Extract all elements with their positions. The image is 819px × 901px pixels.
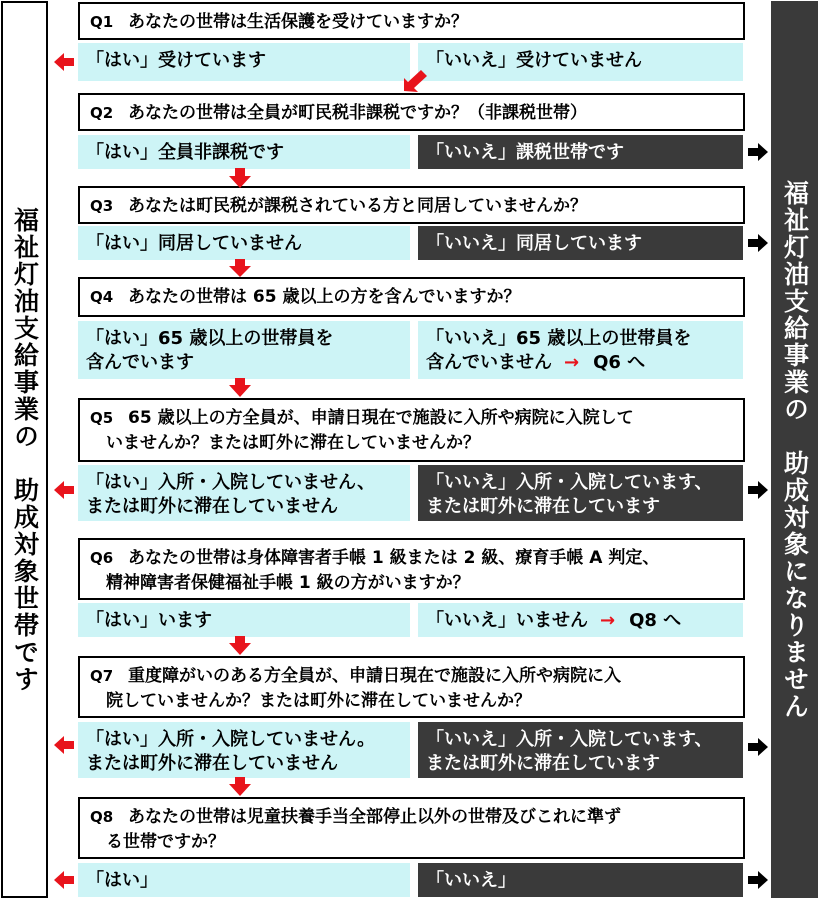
answer-text: 「いいえ」入所・入院しています、	[426, 729, 713, 750]
question-text: あなたの世帯は児童扶養手当全部停止以外の世帯及びこれに準ず	[128, 807, 621, 827]
question-number: Q2	[90, 104, 114, 122]
down-arrow-icon	[229, 259, 251, 277]
left-arrow-icon	[54, 53, 74, 71]
question-number: Q5	[90, 409, 114, 427]
answer-text: 「いいえ」65 歳以上の世帯員を	[426, 328, 692, 349]
question-text: あなたの世帯は全員が町民税非課税ですか？（非課税世帯）	[128, 103, 587, 123]
answer-text: 「いいえ」同居しています	[426, 233, 642, 254]
question-number: Q7	[90, 667, 114, 685]
right-arrow-icon	[748, 871, 768, 889]
left-arrow-icon	[54, 481, 74, 499]
question-text-line2: 精神障害者保健福祉手帳 1 級の方がいますか？	[106, 573, 470, 593]
answer-text: 「はい」全員非課税です	[86, 142, 284, 163]
goto-arrow: →	[600, 610, 616, 631]
answer-text: 「いいえ」課税世帯です	[426, 142, 624, 163]
down-arrow-icon	[229, 168, 251, 188]
question-number: Q6	[90, 549, 114, 567]
left-arrow-icon	[54, 736, 74, 754]
eligible-result-label: 福祉灯油支給事業の 助成対象世帯です	[10, 206, 40, 693]
answer-text-line2: または町外に滞在しています	[426, 496, 660, 517]
question-text-line2: いませんか？または町外に滞在していませんか？	[106, 433, 480, 453]
answer-text-line2: または町外に滞在していません	[86, 496, 338, 517]
left-arrow-icon	[54, 871, 74, 889]
answer-text: 「いいえ」いません	[426, 610, 588, 631]
down-arrow-icon	[229, 636, 251, 655]
goto-label: Q8 へ	[629, 610, 682, 631]
down-arrow-icon	[229, 378, 251, 397]
answer-text: 「いいえ」入所・入院しています、	[426, 472, 713, 493]
right-arrow-icon	[748, 234, 768, 252]
question-text: あなたの世帯は身体障害者手帳 1 級または 2 級、療育手帳 A 判定、	[128, 548, 660, 568]
right-arrow-icon	[748, 738, 768, 756]
question-text: 重度障がいのある方全員が、申請日現在で施設に入所や病院に入	[128, 666, 621, 686]
question-text: あなたの世帯は 65 歳以上の方を含んでいますか？	[128, 287, 521, 307]
answer-text: 「はい」います	[86, 610, 212, 631]
answer-text: 「はい」同居していません	[86, 233, 302, 254]
right-arrow-icon	[748, 481, 768, 499]
question-text: 65 歳以上の方全員が、申請日現在で施設に入所や病院に入院して	[128, 408, 634, 428]
answer-text-line2: または町外に滞在しています	[426, 753, 660, 774]
goto-label: Q6 へ	[593, 352, 646, 373]
right-arrow-icon	[748, 143, 768, 161]
answer-text: 「はい」	[86, 870, 158, 891]
question-text: あなたは町民税が課税されている方と同居していませんか？	[128, 196, 587, 216]
answer-text: 「はい」入所・入院していません、	[86, 472, 376, 493]
answer-text: 「はい」入所・入院していません。	[86, 729, 376, 750]
question-number: Q3	[90, 197, 114, 215]
question-number: Q4	[90, 288, 114, 306]
goto-arrow: →	[564, 352, 580, 373]
question-text-line2: る世帯ですか？	[106, 832, 225, 852]
down-arrow-icon	[229, 777, 251, 796]
diagonal-arrow-icon	[404, 70, 427, 92]
answer-text-line2: 含んでいません	[426, 352, 552, 373]
not-eligible-result-label: 福祉灯油支給事業の 助成対象になりません	[780, 179, 810, 720]
question-number: Q1	[90, 13, 114, 31]
answer-text: 「はい」65 歳以上の世帯員を	[86, 328, 334, 349]
question-number: Q8	[90, 808, 114, 826]
answer-text-line2: または町外に滞在していません	[86, 753, 338, 774]
answer-text-line2: 含んでいます	[86, 352, 194, 373]
question-text: あなたの世帯は生活保護を受けていますか？	[128, 12, 468, 32]
answer-text: 「いいえ」	[426, 870, 516, 891]
answer-text: 「はい」受けています	[86, 50, 266, 71]
answer-text: 「いいえ」受けていません	[426, 50, 642, 71]
question-text-line2: 院していませんか？または町外に滞在していませんか？	[106, 691, 531, 711]
